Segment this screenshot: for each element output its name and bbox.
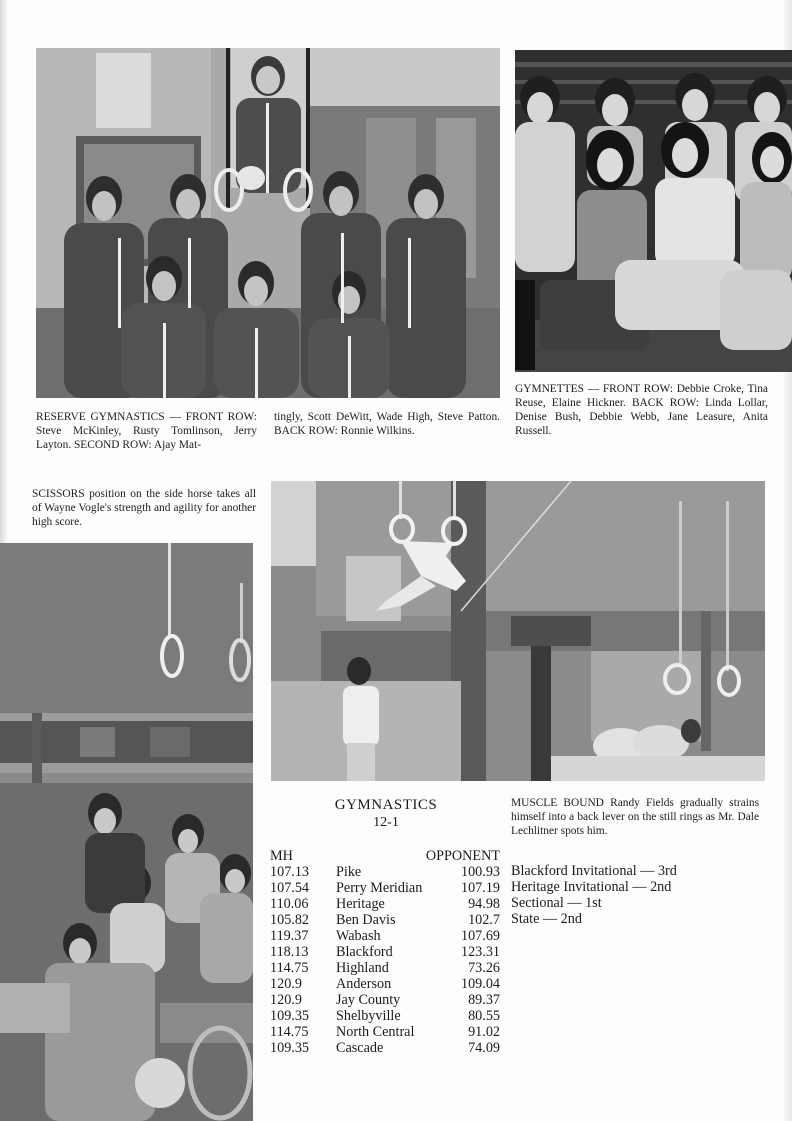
reserve-photo-illustration <box>36 48 500 398</box>
opponent-score: 123.31 <box>460 944 500 960</box>
opponent-score: 107.19 <box>460 880 500 896</box>
mh-score: 119.37 <box>270 928 309 944</box>
opponent-name: Perry Meridian <box>336 880 423 896</box>
scissors-photo-illustration <box>0 543 253 1121</box>
opponent-score: 100.93 <box>460 864 500 880</box>
mh-score: 110.06 <box>270 896 309 912</box>
caption-muscle-bound <box>511 796 759 838</box>
opponent-name: Anderson <box>336 976 392 992</box>
opponent-name: Cascade <box>336 1040 384 1056</box>
caption-reserve-gymnastics <box>36 410 257 452</box>
opponent-name: Jay County <box>336 992 401 1008</box>
opponent-score: 109.04 <box>460 976 500 992</box>
invitational-results <box>511 863 677 927</box>
opponent-name: Heritage <box>336 896 385 912</box>
mh-score: 120.9 <box>270 976 302 992</box>
caption-lead: SCISSORS <box>32 488 85 500</box>
photo-reserve-gymnastics <box>36 48 500 398</box>
table-row <box>270 992 500 1008</box>
caption-scissors <box>32 487 256 529</box>
table-row <box>270 1040 500 1056</box>
scores-header-row <box>270 848 500 864</box>
opponent-score: 89.37 <box>468 992 500 1008</box>
table-row <box>270 864 500 880</box>
gymnettes-photo-illustration <box>515 50 792 372</box>
table-row <box>270 928 500 944</box>
table-row <box>270 1024 500 1040</box>
photo-scissors-side-horse <box>0 543 253 1121</box>
scores-body <box>270 864 500 1056</box>
result-line: Heritage Invitational — 2nd <box>511 879 672 895</box>
mh-score: 120.9 <box>270 992 302 1008</box>
mh-score: 107.54 <box>270 880 310 896</box>
opponent-name: Shelbyville <box>336 1008 401 1024</box>
opponent-name: North Central <box>336 1024 415 1040</box>
table-row <box>270 976 500 992</box>
mh-score: 107.13 <box>270 864 310 880</box>
table-row <box>270 1008 500 1024</box>
opponent-score: 102.7 <box>468 912 500 928</box>
opponent-name: Highland <box>336 960 389 976</box>
result-line: State — 2nd <box>511 911 582 927</box>
opponent-score: 107.69 <box>460 928 500 944</box>
mh-score: 114.75 <box>270 960 309 976</box>
opponent-name: Ben Davis <box>336 912 396 928</box>
caption-text: tingly, Scott DeWitt, Wade High, Steve Patton. BACK ROW: Ronnie Wilkins. <box>274 411 500 437</box>
caption-reserve-gymnastics-continued <box>274 410 500 438</box>
caption-text: — FRONT ROW: Steve McKinley, Rusty Tomlinson, Jerry Layton. SECOND ROW: Ajay Mat- <box>36 411 257 451</box>
scores-table <box>270 848 500 1056</box>
mh-score: 109.35 <box>270 1008 310 1024</box>
season-record: 12-1 <box>373 815 399 830</box>
opponent-score: 80.55 <box>468 1008 500 1024</box>
result-line: Blackford Invitational — 3rd <box>511 863 677 879</box>
caption-lead: GYMNETTES <box>515 383 584 395</box>
opponent-score: 73.26 <box>468 960 500 976</box>
caption-text: position on the side horse takes all of Wayne Vogle's strength and agility for another high score. <box>32 488 256 528</box>
scores-table-grid <box>270 848 500 1056</box>
opponent-name: Wabash <box>336 928 381 944</box>
opponent-name: Pike <box>336 864 362 880</box>
opponent-score: 91.02 <box>468 1024 500 1040</box>
table-row <box>270 960 500 976</box>
result-line: Sectional — 1st <box>511 895 602 911</box>
photo-muscle-bound-rings <box>271 481 765 781</box>
table-row <box>270 944 500 960</box>
opponent-name: Blackford <box>336 944 393 960</box>
caption-gymnettes <box>515 382 768 438</box>
caption-text: Randy Fields gradually strains himself into a back lever on the still rings as Mr. Dale Lechlitner spots him. <box>511 797 760 837</box>
caption-lead: RESERVE GYMNASTICS <box>36 411 165 423</box>
caption-lead: MUSCLE BOUND <box>511 797 604 809</box>
mh-score: 114.75 <box>270 1024 309 1040</box>
header-opponent: OPPONENT <box>425 848 500 864</box>
table-row <box>270 896 500 912</box>
opponent-score: 94.98 <box>468 896 500 912</box>
header-mh: MH <box>270 848 293 864</box>
mh-score: 109.35 <box>270 1040 310 1056</box>
photo-gymnettes <box>515 50 792 372</box>
table-row <box>270 912 500 928</box>
opponent-score: 74.09 <box>468 1040 500 1056</box>
table-row <box>270 880 500 896</box>
caption-text: — FRONT ROW: Debbie Croke, Tina Reuse, Elaine Hickner. BACK ROW: Linda Lollar, Denise Bush, Debbie Webb, Jane Leasure, Anita Russell. <box>515 383 768 437</box>
muscle-bound-photo-illustration <box>271 481 765 781</box>
mh-score: 118.13 <box>270 944 309 960</box>
record-title: GYMNASTICS <box>334 797 438 813</box>
mh-score: 105.82 <box>270 912 310 928</box>
